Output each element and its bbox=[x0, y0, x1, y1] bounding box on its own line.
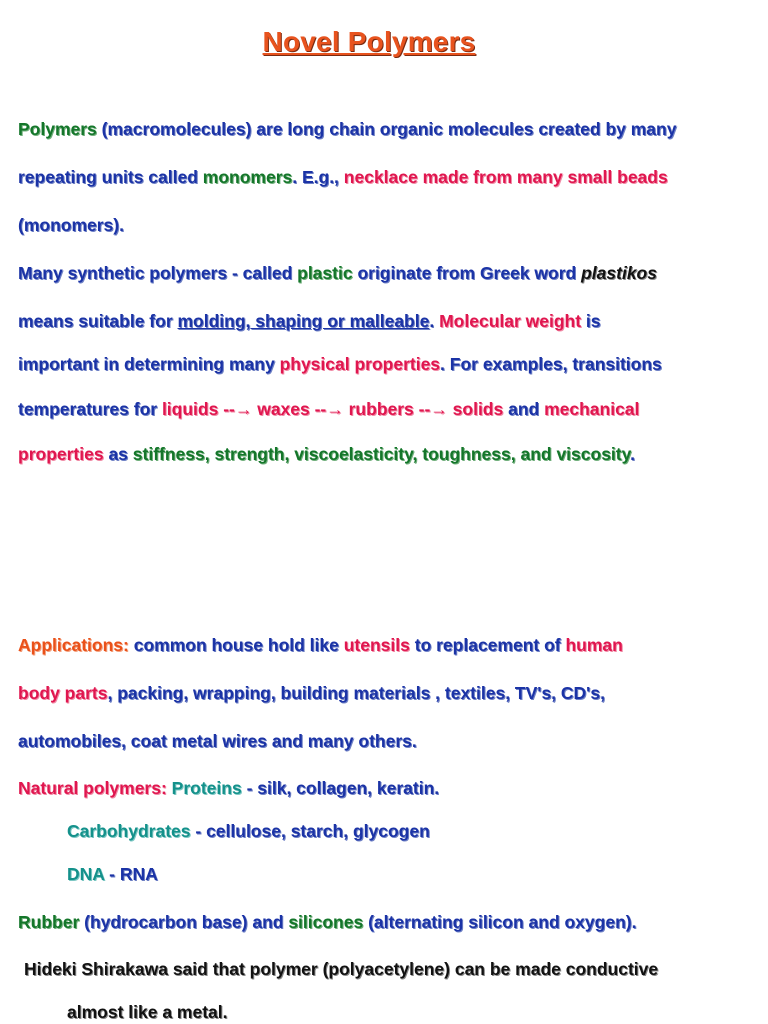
term-silicones: silicones bbox=[288, 912, 364, 932]
text: . For examples, transitions bbox=[440, 354, 662, 374]
text: - cellulose, starch, glycogen bbox=[190, 821, 430, 841]
term-dna: DNA bbox=[67, 864, 105, 884]
text: (macromolecules) are long chain organic molecules created by many bbox=[96, 119, 677, 139]
text: . E.g., bbox=[292, 167, 344, 187]
page-title: Novel Polymers bbox=[262, 26, 476, 57]
term-plastic: plastic bbox=[297, 263, 353, 283]
term-rubber: Rubber bbox=[18, 912, 80, 932]
shirakawa-line-1: Hideki Shirakawa said that polymer (polyacetylene) can be made conductive bbox=[24, 959, 659, 979]
term-molecular-weight: Molecular weight bbox=[439, 311, 582, 331]
text: . bbox=[429, 311, 440, 331]
text: as bbox=[103, 444, 133, 464]
term-body-parts: body parts bbox=[18, 683, 108, 703]
synthetic-line-3 bbox=[18, 353, 662, 375]
synthetic-line-5 bbox=[18, 443, 635, 465]
text: temperatures for bbox=[18, 399, 162, 419]
text: and bbox=[503, 399, 545, 419]
natural-line-1 bbox=[18, 777, 439, 799]
intro-line-1 bbox=[18, 118, 676, 140]
text: to replacement of bbox=[409, 635, 566, 655]
term-proteins: Proteins bbox=[171, 778, 242, 798]
synthetic-line-4 bbox=[18, 398, 639, 420]
term-human: human bbox=[565, 635, 623, 655]
term-properties: properties bbox=[18, 444, 104, 464]
term-transitions: liquids --→ waxes --→ rubbers --→ solids bbox=[161, 399, 504, 419]
text: Many synthetic polymers - called bbox=[18, 263, 298, 283]
shirakawa-line-2: almost like a metal. bbox=[67, 1002, 228, 1022]
applications-line-1 bbox=[18, 634, 623, 656]
term-physical-properties: physical properties bbox=[279, 354, 441, 374]
term-carbohydrates: Carbohydrates bbox=[67, 821, 191, 841]
text: means suitable for bbox=[18, 311, 178, 331]
applications-line-3 bbox=[18, 730, 417, 752]
text: originate from Greek word bbox=[352, 263, 582, 283]
text: - silk, collagen, keratin. bbox=[241, 778, 440, 798]
term-monomers: monomers bbox=[202, 167, 293, 187]
text: , packing, wrapping, building materials , textiles, TV's, CD's, bbox=[107, 683, 605, 703]
synthetic-line-2 bbox=[18, 310, 601, 332]
term-utensils: utensils bbox=[343, 635, 410, 655]
text: important in determining many bbox=[18, 354, 280, 374]
label-natural-polymers: Natural polymers: bbox=[18, 778, 167, 798]
term-mechanical: mechanical bbox=[544, 399, 640, 419]
label-applications: Applications: bbox=[18, 635, 129, 655]
term-polymers: Polymers bbox=[18, 119, 97, 139]
text: . bbox=[630, 444, 635, 464]
natural-line-3 bbox=[67, 863, 158, 885]
text: is bbox=[581, 311, 601, 331]
text: - RNA bbox=[104, 864, 158, 884]
term-plastikos: plastikos bbox=[581, 263, 657, 283]
text: automobiles, coat metal wires and many others. bbox=[18, 731, 417, 751]
intro-line-3 bbox=[18, 214, 124, 236]
text: repeating units called bbox=[18, 167, 203, 187]
intro-line-2 bbox=[18, 166, 668, 188]
synthetic-line-1 bbox=[18, 262, 657, 284]
example-necklace: necklace made from many small beads bbox=[343, 167, 668, 187]
text: common house hold like bbox=[128, 635, 344, 655]
text: (hydrocarbon base) and bbox=[79, 912, 289, 932]
natural-line-2 bbox=[67, 820, 430, 842]
applications-line-2 bbox=[18, 682, 605, 704]
text: (monomers). bbox=[18, 215, 124, 235]
term-molding: molding, shaping or malleable bbox=[177, 311, 430, 331]
rubber-line bbox=[18, 911, 636, 933]
text: (alternating silicon and oxygen). bbox=[363, 912, 637, 932]
term-stiffness-list: stiffness, strength, viscoelasticity, toughness, and viscosity bbox=[132, 444, 631, 464]
